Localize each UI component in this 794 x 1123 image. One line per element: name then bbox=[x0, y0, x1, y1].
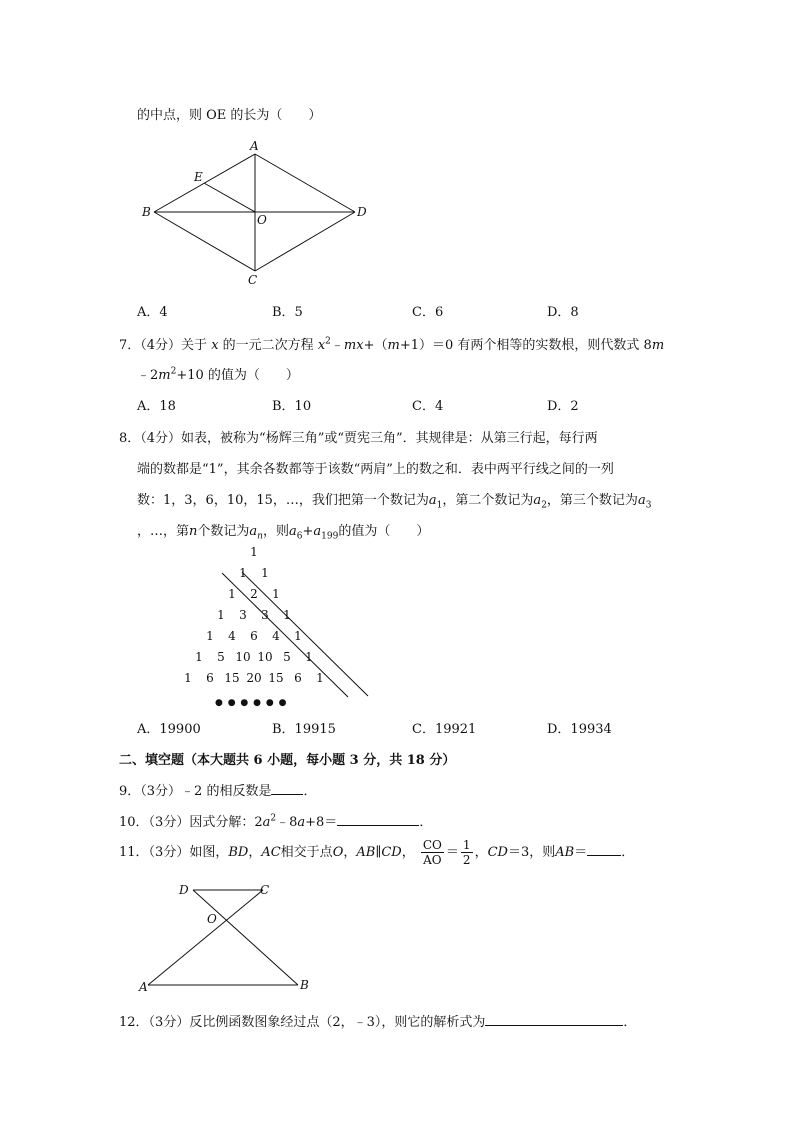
label-d: D bbox=[179, 883, 189, 897]
q12: 12．（3分）反比例函数图象经过点（2，﹣3），则它的解析式为 ． bbox=[119, 1015, 637, 1030]
label-a: A bbox=[139, 980, 148, 994]
triangle-number: 6 bbox=[206, 671, 214, 685]
q7-line2: $﹣2m^2+10$ 的值为（ ） bbox=[137, 366, 299, 383]
segment-oe bbox=[204, 183, 255, 212]
triangle-number: 5 bbox=[283, 650, 291, 664]
triangle-number: 5 bbox=[217, 650, 225, 664]
fraction-one-half: $\frac{1}{2}$ bbox=[462, 838, 471, 867]
triangle-number: 1 bbox=[206, 629, 214, 643]
label-a: A bbox=[250, 139, 259, 153]
triangle-number: 1 bbox=[272, 587, 280, 601]
q6-option-d: D．8 bbox=[547, 305, 579, 320]
q6-option-c: C．6 bbox=[412, 305, 444, 320]
triangle-number: 10 bbox=[257, 650, 273, 664]
edge-cd bbox=[255, 212, 355, 271]
triangle-number: 1 bbox=[316, 671, 324, 685]
triangle-number: 1 bbox=[195, 650, 203, 664]
triangle-numbers bbox=[184, 545, 324, 685]
q10-answer-blank bbox=[337, 813, 419, 826]
label-c: C bbox=[248, 273, 258, 287]
edge-ad bbox=[255, 154, 355, 212]
triangle-number: 1 bbox=[305, 650, 313, 664]
triangle-number: 2 bbox=[250, 587, 258, 601]
section-heading: 二、填空题（本大题共 6 小题，每小题 3 分，共 18 分） bbox=[119, 753, 456, 768]
triangle-dots: ● ● ● ● ● ● bbox=[215, 698, 288, 708]
rhombus-figure bbox=[130, 135, 380, 290]
q8-line4: ，…，第n个数记为$a_n$，则$a_6+a_{199}$的值为（ ） bbox=[137, 524, 430, 542]
triangle-number: 3 bbox=[261, 608, 269, 622]
triangle-number: 15 bbox=[268, 671, 284, 685]
q12-answer-blank bbox=[485, 1013, 623, 1026]
triangle-number: 6 bbox=[250, 629, 258, 643]
label-e: E bbox=[194, 170, 203, 184]
triangle-number: 3 bbox=[239, 608, 247, 622]
fraction-co-ao: $\frac{CO}{AO}$ bbox=[422, 838, 442, 867]
triangle-number: 1 bbox=[217, 608, 225, 622]
triangle-number: 1 bbox=[283, 608, 291, 622]
label-c: C bbox=[260, 883, 270, 897]
q8-line3: 数：1，3，6，10，15，…，我们把第一个数记为$a_1$，第二个数记为$a_2$，第三个数记为$a_3$ bbox=[137, 493, 652, 511]
triangle-number: 1 bbox=[228, 587, 236, 601]
pascal-triangle-figure bbox=[130, 540, 390, 715]
triangle-number: 1 bbox=[294, 629, 302, 643]
label-o: O bbox=[257, 213, 267, 227]
label-o: O bbox=[207, 912, 217, 926]
q7-option-a: A．18 bbox=[137, 399, 176, 414]
triangle-number: 6 bbox=[294, 671, 302, 685]
label-d: D bbox=[357, 205, 367, 219]
q8-option-c: C．19921 bbox=[412, 722, 477, 737]
q11-answer-blank bbox=[587, 843, 621, 856]
q6-option-b: B．5 bbox=[272, 305, 303, 320]
triangle-number: 1 bbox=[250, 545, 258, 559]
q11: 11．（3分）如图，BD，AC相交于点O，AB∥CD， $\frac{CO}{AO}$ ＝ $\frac{1}{2}$ ，CD＝3，则AB＝ ． bbox=[119, 838, 635, 867]
q6-intro: 的中点，则 OE 的长为（ ） bbox=[137, 108, 322, 123]
triangle-number: 1 bbox=[239, 566, 247, 580]
triangle-number: 20 bbox=[246, 671, 262, 685]
triangle-number: 4 bbox=[228, 629, 236, 643]
q7-option-d: D．2 bbox=[547, 399, 579, 414]
triangle-number: 4 bbox=[272, 629, 280, 643]
q8-option-a: A．19900 bbox=[137, 722, 201, 737]
label-b: B bbox=[142, 205, 151, 219]
triangle-number: 1 bbox=[261, 566, 269, 580]
parallel-line-left bbox=[222, 573, 348, 697]
q8-option-d: D．19934 bbox=[547, 722, 612, 737]
q8-option-b: B．19915 bbox=[272, 722, 336, 737]
q9-answer-blank bbox=[271, 782, 303, 795]
q10: 10．（3分）因式分解：$2a^2﹣8a+8=$ ． bbox=[119, 813, 433, 830]
q7-line1: 7．（4分）关于 x 的一元二次方程 $x^2﹣mx+(m+1)=0$ 有两个相等的实数根，则代数式 8m bbox=[119, 336, 665, 353]
q9: 9．（3分）﹣2 的相反数是 ． bbox=[119, 784, 317, 799]
q8-line1: 8．（4分）如表，被称为“杨辉三角”或“贾宪三角”．其规律是：从第三行起，每行两 bbox=[119, 431, 598, 446]
parallel-segments-figure bbox=[135, 876, 320, 1001]
q8-line2: 端的数都是“1”，其余各数都等于该数“两肩”上的数之和．表中两平行线之间的一列 bbox=[137, 462, 614, 477]
label-b: B bbox=[300, 978, 309, 992]
edge-bc bbox=[154, 212, 255, 271]
q7-option-b: B．10 bbox=[272, 399, 312, 414]
q6-option-a: A．4 bbox=[137, 305, 168, 320]
triangle-number: 10 bbox=[235, 650, 251, 664]
triangle-number: 1 bbox=[184, 671, 192, 685]
q7-option-c: C．4 bbox=[412, 399, 444, 414]
triangle-number: 15 bbox=[224, 671, 240, 685]
